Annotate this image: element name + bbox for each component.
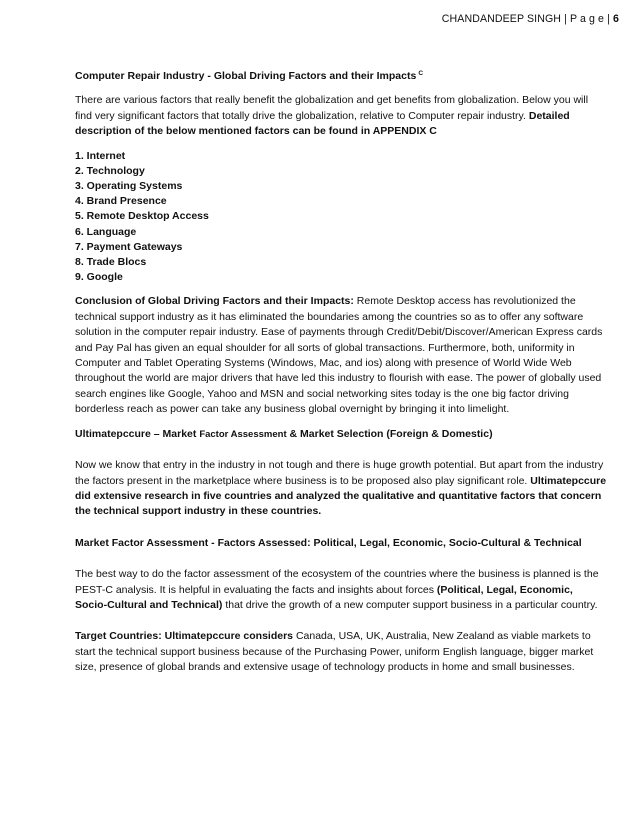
factor-list-item: 7. Payment Gateways — [75, 240, 183, 253]
pest-text: The best way to do the factor assessment of the ecosystem of the countries where the business is planned is the PEST-C analysis. It is helpful in evaluating the facts and insights about forces — [75, 568, 599, 596]
pest-paragraph — [75, 567, 607, 613]
intro-paragraph — [75, 93, 607, 139]
target-countries-paragraph — [75, 629, 607, 675]
market-heading-part2: Factor Assessment — [199, 428, 287, 440]
market-heading-part3: & Market Selection (Foreign & Domestic) — [286, 427, 493, 440]
market-selection-paragraph — [75, 458, 607, 520]
section-heading-text: Computer Repair Industry - Global Driving Factors and their Impacts — [75, 70, 417, 82]
target-countries-text: Canada, USA, UK, Australia, New Zealand as viable markets to start the technical support business because of the Purchasing Power, uniform English language, bigger market size, presence of global brands and extensive usage of technology products in home and small businesses. — [75, 630, 594, 674]
conclusion-text: Remote Desktop access has revolutionized the technical support industry as it has eliminated the boundaries among the countries so as to offer any software solution in the computer repair industry. Ease of payments through Credit/Debit/Discover/American Express cards and Pay Pal has given an equal shoulder for all sorts of global transactions. Furthermore, both, uniformity in Computer and Tablet Operating Systems (Windows, Mac, and ios) along with presence of World Wide Web throughout the world are major drivers that have led this industry to flourish with ease. The power of globally used search engines like Google, Yahoo and MSN and social networking sites today is the one big factor driving borderless reach as power can take any business global overnight by bringing it into limelight. — [75, 295, 603, 416]
factor-list-item: 5. Remote Desktop Access — [75, 210, 209, 223]
pest-forces-bold: (Political, Legal, Economic, Socio-Cultural and Technical) — [75, 583, 573, 611]
intro-text: There are various factors that really benefit the globalization and get benefits from globalization. Below you will find very significant factors that totally drive the globalization, relative to Computer repair industry. — [75, 94, 589, 122]
market-heading-part1: Ultimatepccure – Market — [75, 427, 200, 440]
factor-list-item: 1. Internet — [75, 149, 126, 162]
market-selection-text: Now we know that entry in the industry in not tough and there is huge growth potential. But apart from the industry the factors present in the marketplace where business is to be proposed also play significant role. — [75, 459, 604, 487]
factor-list-item: 3. Operating Systems — [75, 180, 183, 193]
pest-tail-text: that drive the growth of a new computer support business in a particular country. — [222, 598, 598, 611]
conclusion-paragraph — [75, 294, 607, 417]
target-countries-label: Target Countries: Ultimatepccure considers — [75, 630, 294, 643]
conclusion-label: Conclusion of Global Driving Factors and their Impacts: — [75, 295, 354, 308]
factor-list-item: 9. Google — [75, 271, 123, 284]
page-number: 6 — [613, 13, 619, 25]
heading-superscript: C — [418, 70, 424, 77]
section-heading-market-selection — [75, 427, 607, 442]
market-selection-bold: Ultimatepccure did extensive research in five countries and analyzed the qualitative and quantitative factors that concern the technical support industry in these countries. — [75, 474, 607, 518]
factor-list-item: 8. Trade Blocs — [75, 256, 147, 269]
factor-list — [75, 149, 607, 286]
factor-list-item: 6. Language — [75, 225, 137, 238]
factor-list-item: 2. Technology — [75, 164, 145, 177]
factor-list-item: 4. Brand Presence — [75, 195, 167, 208]
page-header — [442, 13, 619, 25]
section-heading-factor-assessment: Market Factor Assessment - Factors Assessed: Political, Legal, Economic, Socio-Cultural & Technical — [75, 536, 582, 549]
intro-appendix-note: Detailed description of the below mentioned factors can be found in APPENDIX C — [75, 109, 570, 138]
header-author-page: CHANDANDEEP SINGH | P a g e | — [441, 13, 613, 25]
page-content — [75, 66, 607, 676]
section-heading-global-factors — [75, 66, 607, 84]
